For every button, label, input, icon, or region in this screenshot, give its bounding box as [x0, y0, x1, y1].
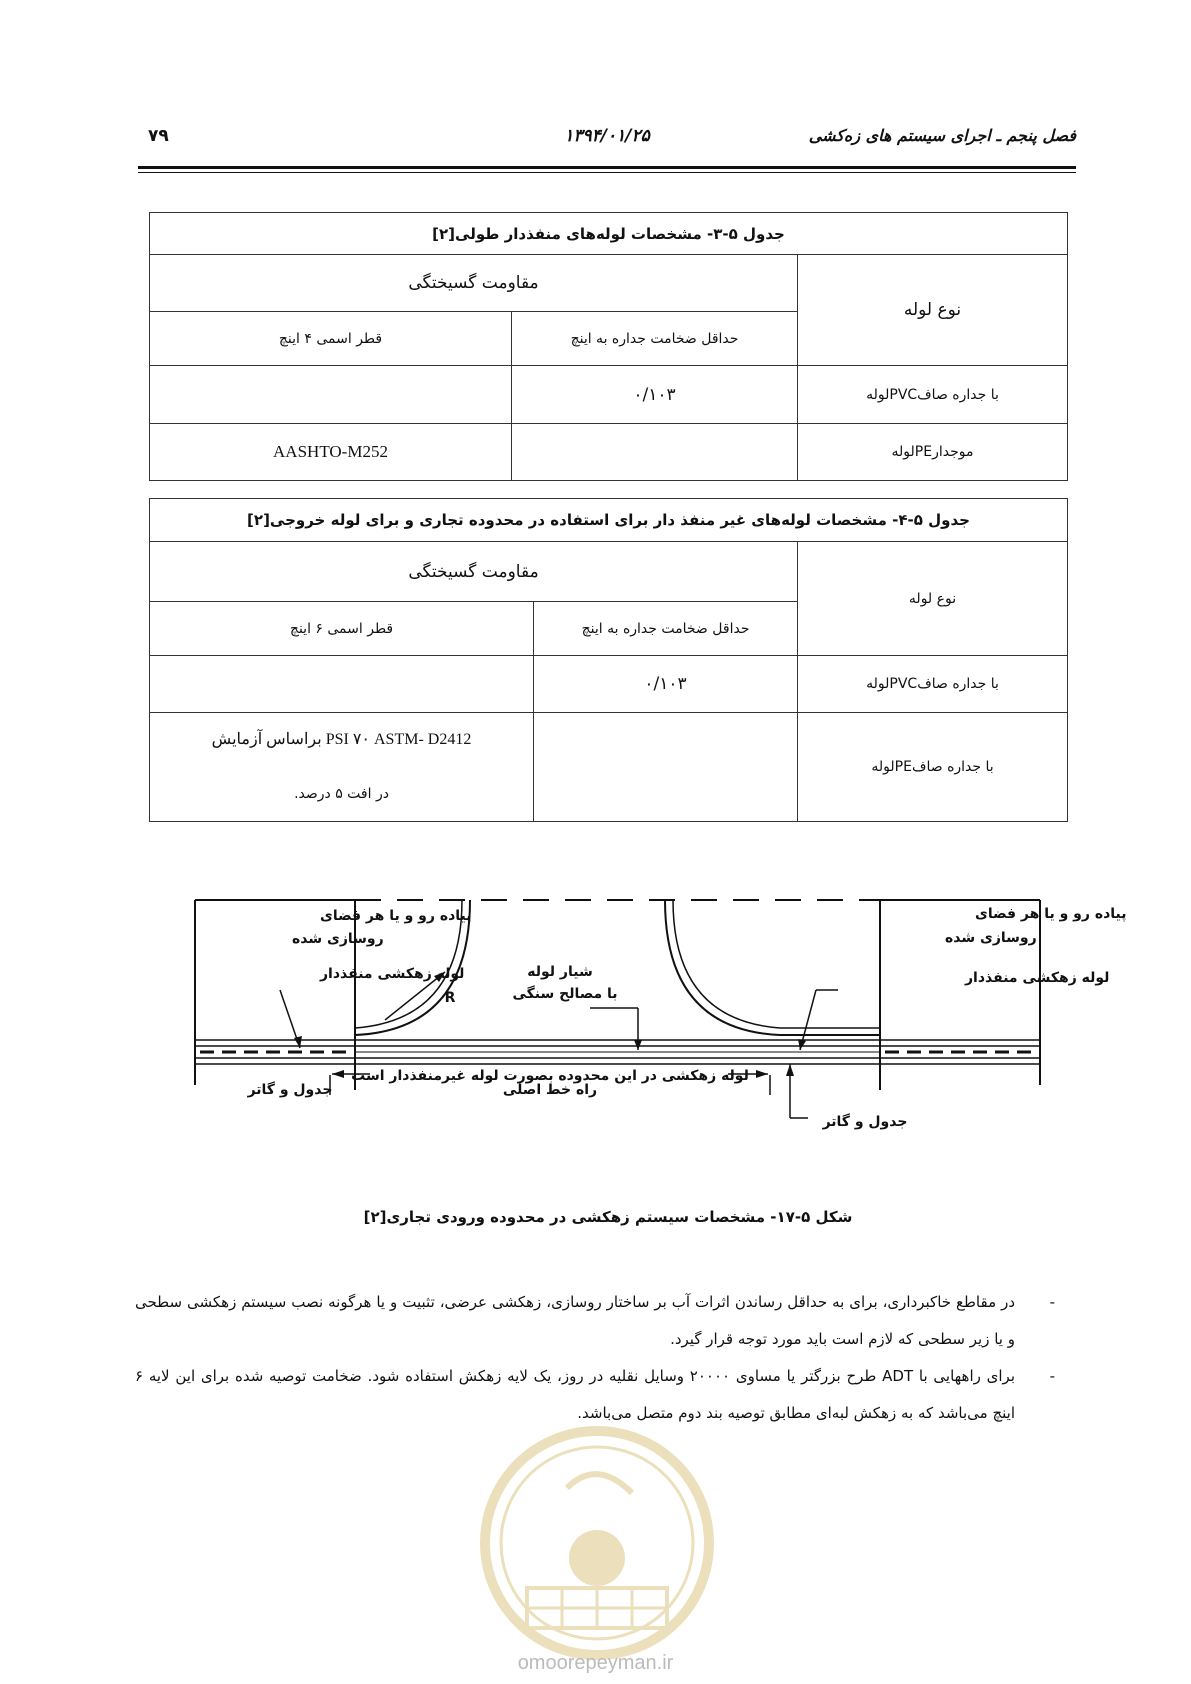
bullet-dash: -: [1049, 1367, 1055, 1385]
label-radius: R: [444, 990, 456, 1006]
header-rule-thick: [138, 166, 1076, 169]
watermark-seal-icon: [472, 1418, 722, 1668]
cell-thickness: ۰/۱۰۳: [534, 656, 798, 713]
label-sidewalk-left-2: روسازی شده: [292, 931, 384, 947]
bullet-item: [135, 1284, 1055, 1358]
drainage-figure: [180, 880, 1127, 1180]
label-trench-2: با مصالح سنگی: [512, 986, 618, 1002]
header-rule-thin: [138, 172, 1076, 173]
cell-pipe-type: موجدارPEلوله: [798, 424, 1068, 481]
label-sidewalk-right-2: روسازی شده: [945, 930, 1037, 946]
cell-diameter: AASHTO-M252: [150, 424, 512, 481]
label-sidewalk-left: پیاده رو و یا هر فضای: [320, 908, 472, 924]
label-nonperforated: لوله زهکشی در این محدوده بصورت لوله غیرمنفذدار است: [351, 1068, 749, 1084]
table-perforated-pipes: [149, 212, 1068, 481]
header-nominal-diameter: قطر اسمی ۶ اینچ: [150, 602, 534, 656]
cell-diameter-line2: در افت ۵ درصد.: [294, 786, 389, 802]
cell-diameter: [150, 713, 534, 822]
bullet-text: در مقاطع خاکبرداری، برای به حداقل رساندن اثرات آب بر ساختار روسازی، زهکشی عرضی، تثبیت و یا هرگونه نصب سیستم زهکشی سطحی و یا زیر سطحی که لازم است باید مورد توجه قرار گیرد.: [135, 1293, 1015, 1348]
cell-thickness: [512, 424, 798, 481]
label-curb-right: جدول و گاتر: [822, 1114, 908, 1130]
page-header: [138, 126, 1076, 154]
label-curb-left: جدول و گاتر: [247, 1082, 333, 1098]
figure-caption: شکل ۵-۱۷- مشخصات سیستم زهکشی در محدوده ورودی تجاری[۲]: [363, 1208, 853, 1226]
cell-diameter: [150, 366, 512, 424]
cell-thickness: ۰/۱۰۳: [512, 366, 798, 424]
chapter-title: فصل پنجم ـ اجرای سیستم های زه‌کشی: [808, 126, 1076, 145]
cell-pipe-type: با جداره صافPEلوله: [798, 713, 1068, 822]
header-min-thickness: حداقل ضخامت جداره به اینچ: [534, 602, 798, 656]
cell-pipe-type: با جداره صافPVCلوله: [798, 656, 1068, 713]
header-pipe-type: نوع لوله: [798, 255, 1068, 366]
label-perforated-left: لوله زهکشی منفذدار: [320, 966, 465, 982]
label-trench: شیار لوله: [527, 964, 593, 980]
bullet-text: برای راههایی با ADT طرح بزرگتر یا مساوی ۲۰۰۰۰ وسایل نقلیه در روز، یک لایه زهکش استفاده شود. ضخامت توصیه شده برای این لایه ۶ اینچ می‌باشد که به زهکش لبه‌ای مطابق توصیه بند دوم متصل می‌باشد.: [135, 1367, 1015, 1422]
table-caption: جدول ۵-۴- مشخصات لوله‌های غیر منفذ دار برای استفاده در محدوده تجاری و برای لوله خروجی[۲]: [150, 499, 1068, 542]
header-resistance: مقاومت گسیختگی: [150, 542, 798, 602]
bullet-dash: -: [1049, 1293, 1055, 1311]
table-nonperforated-pipes: [149, 498, 1068, 822]
label-main-road: راه خط اصلی: [502, 1082, 598, 1098]
cell-diameter-line1: PSI ۷۰ ASTM- D2412 براساس آزمایش: [211, 731, 472, 748]
header-nominal-diameter: قطر اسمی ۴ اینچ: [150, 312, 512, 366]
table-caption: جدول ۵-۳- مشخصات لوله‌های منفذدار طولی[۲]: [150, 213, 1068, 255]
header-min-thickness: حداقل ضخامت جداره به اینچ: [512, 312, 798, 366]
page-number: ۷۹: [148, 126, 169, 146]
label-perforated-right: لوله زهکشی منفذدار: [965, 970, 1110, 986]
label-sidewalk-right: پیاده رو و یا هر فضای: [975, 906, 1127, 922]
header-pipe-type: نوع لوله: [798, 542, 1068, 656]
watermark-site: omoorepeyman.ir: [517, 1652, 674, 1674]
header-date: ۱۳۹۴/۰۱/۲۵: [564, 126, 650, 146]
cell-thickness: [534, 713, 798, 822]
cell-pipe-type: با جداره صافPVCلوله: [798, 366, 1068, 424]
cell-diameter: [150, 656, 534, 713]
header-resistance: مقاومت گسیختگی: [150, 255, 798, 312]
